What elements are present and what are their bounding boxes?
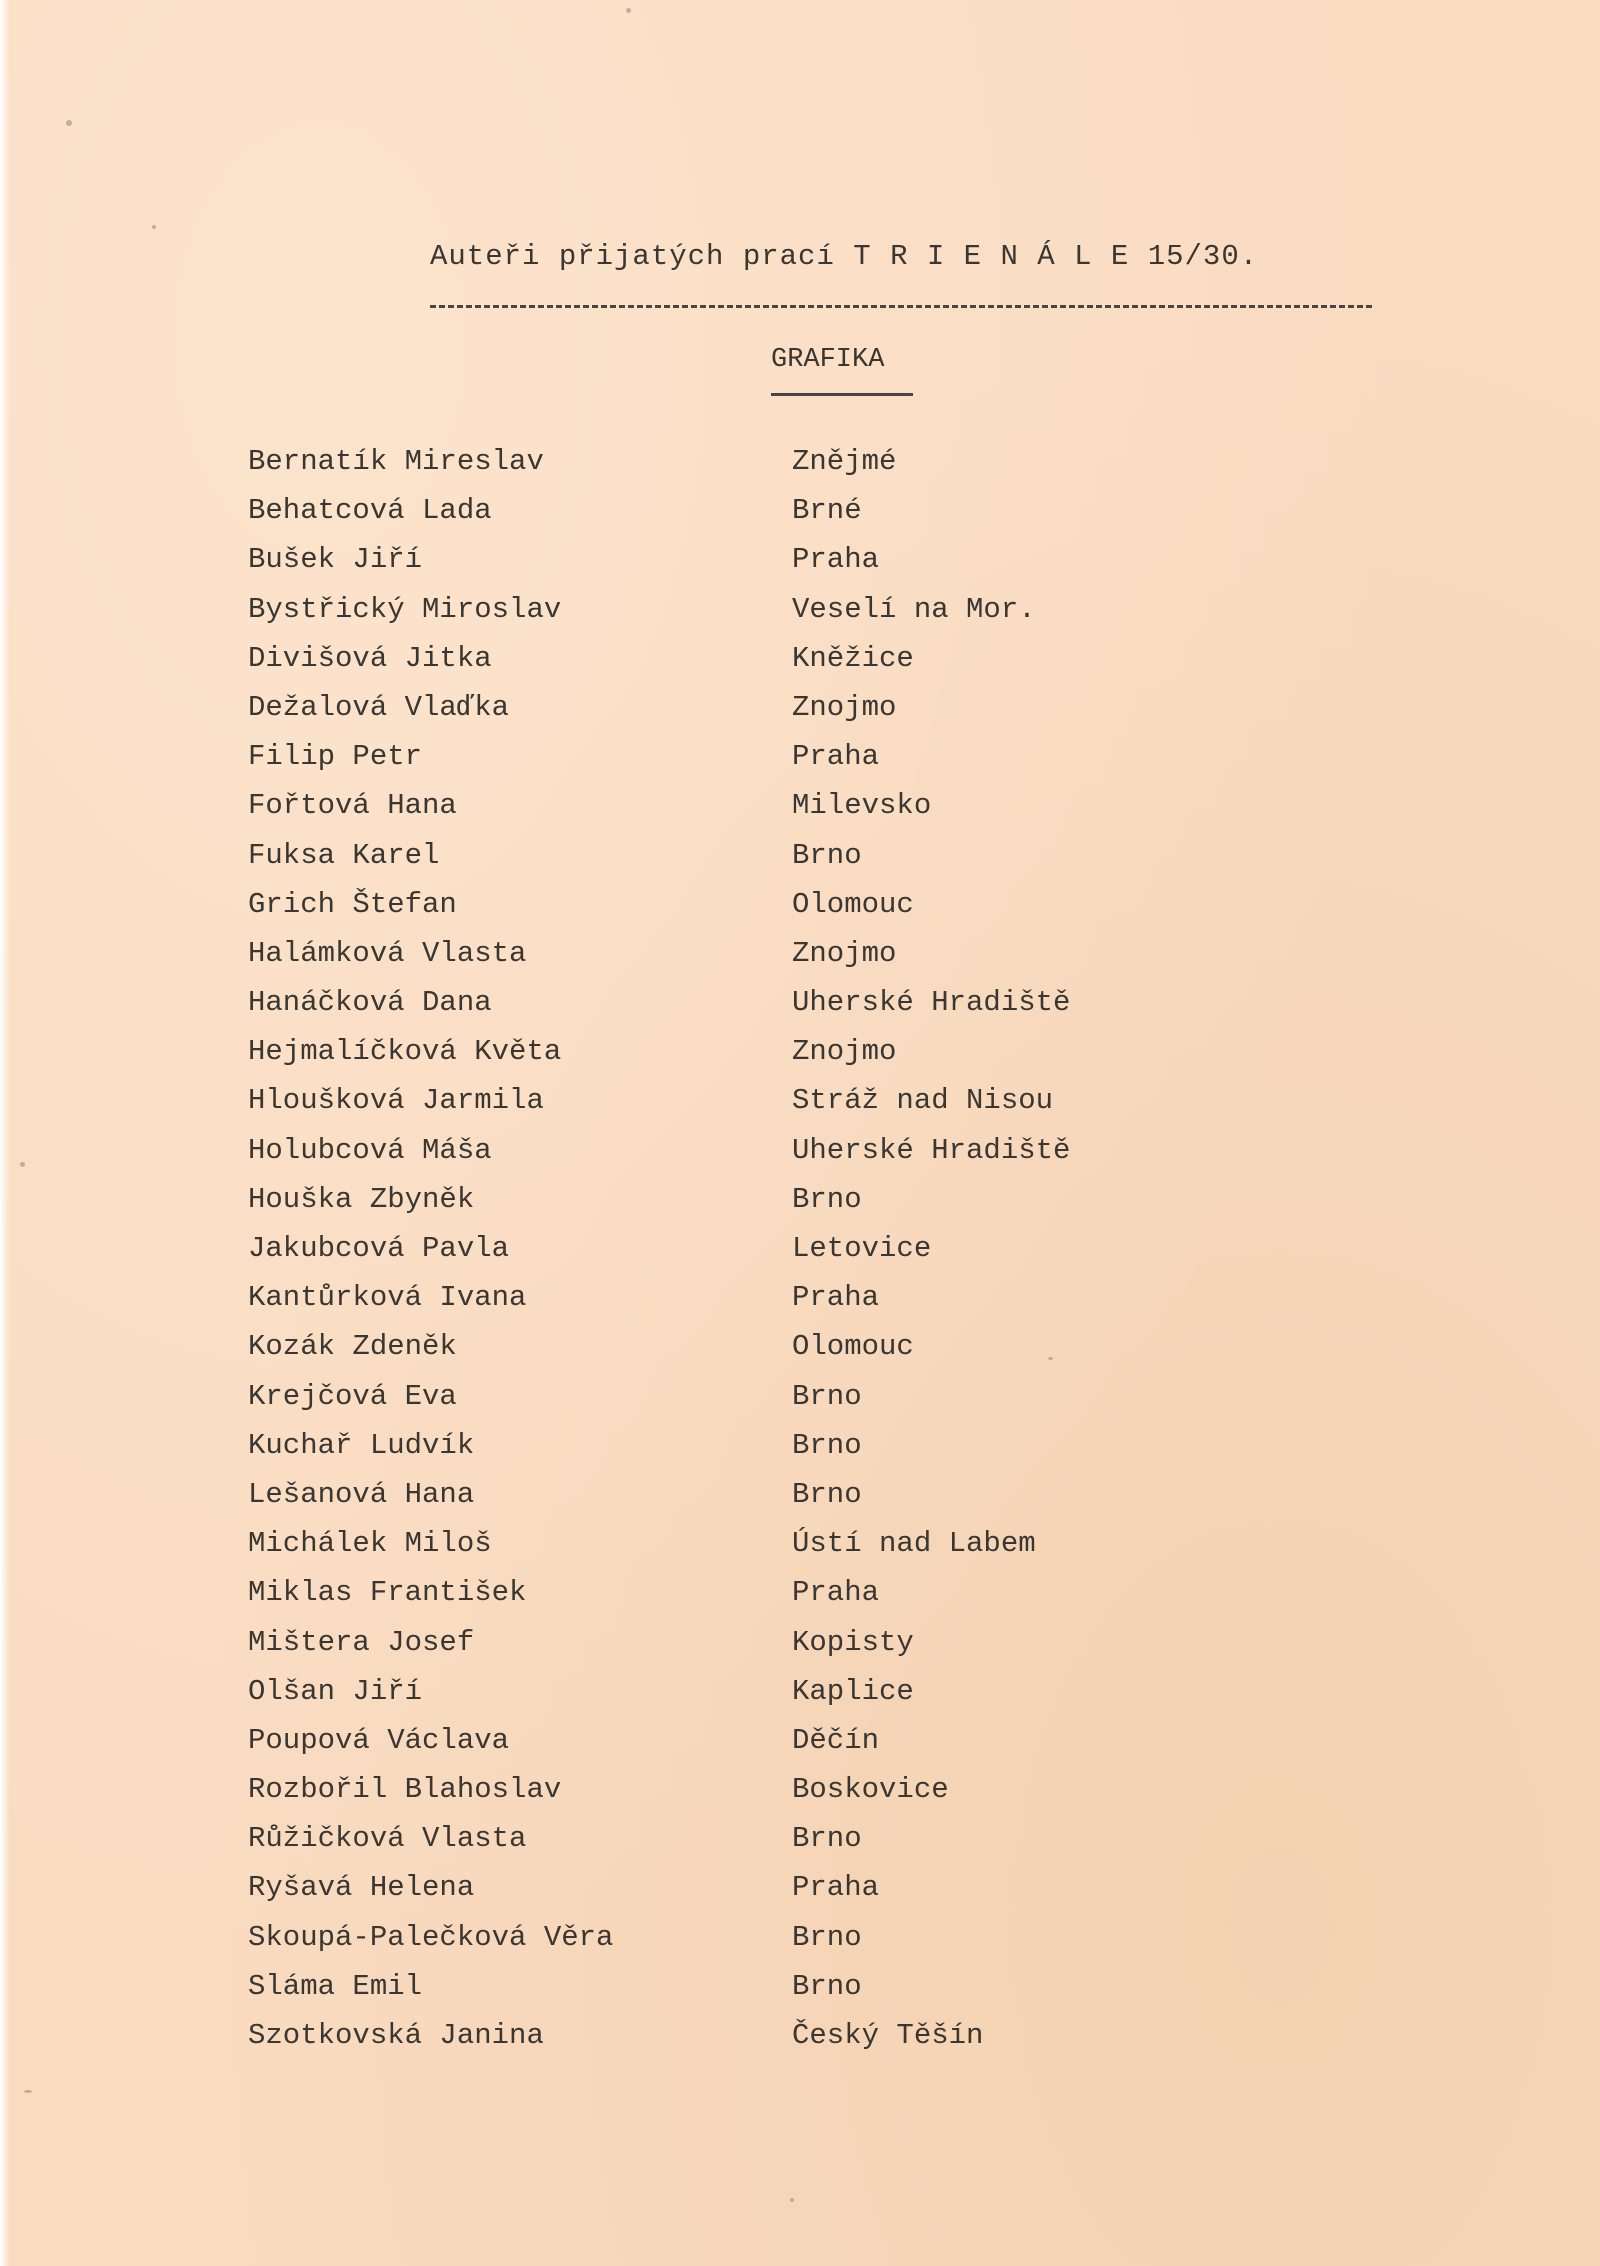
author-name: Jakubcová Pavla [248, 1232, 510, 1265]
author-name: Szotkovská Janina [248, 2019, 544, 2052]
author-name: Grich Štefan [248, 887, 457, 921]
author-place: Praha [792, 1871, 880, 1905]
author-name: Miklas František [248, 1576, 527, 1610]
author-place: Brno [792, 1920, 862, 1954]
list-item [0, 1134, 1600, 1183]
author-place: Český Těšín [792, 2019, 984, 2052]
list-item [0, 937, 1600, 986]
list-item [0, 593, 1600, 642]
author-name: Rozbořil Blahoslav [248, 1773, 562, 1807]
author-place: Uherské Hradiště [792, 1133, 1071, 1167]
author-name: Poupová Václava [248, 1723, 510, 1757]
author-name: Hanáčková Dana [248, 986, 492, 1020]
author-name: Behatcová Lada [248, 494, 492, 528]
paper-speck [24, 2090, 32, 2093]
list-item [0, 1330, 1600, 1379]
author-name: Sláma Emil [248, 1969, 423, 2003]
list-item [0, 1232, 1600, 1281]
author-name: Mištera Josef [248, 1625, 475, 1659]
author-name: Lešanová Hana [248, 1477, 475, 1511]
list-item [0, 1921, 1600, 1970]
list-item [0, 642, 1600, 691]
list-item [0, 445, 1600, 494]
author-place: Znojmo [792, 1035, 897, 1069]
author-place: Znojmo [792, 690, 897, 724]
author-place: Děčín [792, 1723, 880, 1757]
author-place: Znějmé [792, 445, 897, 478]
list-item [0, 740, 1600, 789]
author-place: Praha [792, 1281, 880, 1315]
author-place: Uherské Hradiště [792, 986, 1071, 1020]
author-place: Stráž nad Nisou [792, 1084, 1054, 1118]
author-place: Brné [792, 494, 862, 528]
list-item [0, 986, 1600, 1035]
author-place: Brno [792, 1822, 862, 1856]
section-underline [771, 393, 913, 396]
list-item [0, 1527, 1600, 1576]
author-place: Olomouc [792, 887, 914, 921]
author-place: Olomouc [792, 1330, 914, 1364]
author-place: Brno [792, 1428, 862, 1462]
list-item [0, 1675, 1600, 1724]
list-item [0, 1380, 1600, 1429]
author-name: Kantůrková Ivana [248, 1281, 527, 1315]
author-name: Olšan Jiří [248, 1674, 423, 1708]
author-name: Kuchař Ludvík [248, 1428, 475, 1462]
list-item [0, 494, 1600, 543]
author-place: Brno [792, 1379, 862, 1413]
list-item [0, 691, 1600, 740]
list-item [0, 1429, 1600, 1478]
author-name: Divišová Jitka [248, 641, 492, 675]
paper-speck [1048, 1357, 1053, 1360]
author-place: Ústí nad Labem [792, 1527, 1036, 1561]
list-item [0, 543, 1600, 592]
author-place: Praha [792, 1576, 880, 1610]
author-place: Praha [792, 543, 880, 577]
author-name: Bernatík Mireslav [248, 445, 544, 478]
author-place: Kaplice [792, 1674, 914, 1708]
author-name: Kozák Zdeněk [248, 1330, 457, 1364]
author-place: Brno [792, 838, 862, 872]
author-name: Bušek Jiří [248, 543, 423, 577]
author-name: Dežalová Vlaďka [248, 690, 510, 724]
list-item [0, 1281, 1600, 1330]
author-place: Letovice [792, 1232, 932, 1265]
list-item [0, 888, 1600, 937]
paper-speck [66, 120, 72, 126]
author-place: Brno [792, 1182, 862, 1216]
author-list [0, 445, 1600, 2068]
section-heading: GRAFIKA [771, 345, 885, 375]
list-item [0, 789, 1600, 838]
list-item [0, 1970, 1600, 2019]
author-name: Krejčová Eva [248, 1379, 457, 1413]
author-name: Halámková Vlasta [248, 936, 527, 970]
author-place: Brno [792, 1969, 862, 2003]
author-name: Hejmalíčková Květa [248, 1035, 562, 1069]
author-name: Holubcová Máša [248, 1133, 492, 1167]
list-item [0, 1626, 1600, 1675]
paper-speck [790, 2198, 794, 2202]
list-item [0, 1478, 1600, 1527]
list-item [0, 1084, 1600, 1133]
author-name: Filip Petr [248, 740, 423, 774]
paper-speck [20, 1162, 25, 1167]
author-place: Praha [792, 740, 880, 774]
paper-speck [626, 8, 631, 13]
list-item [0, 1822, 1600, 1871]
author-place: Milevsko [792, 789, 932, 823]
author-place: Brno [792, 1477, 862, 1511]
title-underline [430, 305, 1372, 308]
author-place: Boskovice [792, 1773, 949, 1807]
author-name: Ryšavá Helena [248, 1871, 475, 1905]
list-item [0, 1183, 1600, 1232]
author-place: Kněžice [792, 641, 914, 675]
author-name: Bystřický Miroslav [248, 592, 562, 626]
list-item [0, 1035, 1600, 1084]
author-name: Michálek Miloš [248, 1527, 492, 1561]
author-place: Veselí na Mor. [792, 592, 1036, 626]
author-name: Růžičková Vlasta [248, 1822, 527, 1856]
author-name: Fuksa Karel [248, 838, 440, 872]
document-title: Auteři přijatých prací T R I E N Á L E 15/30. [430, 240, 1259, 273]
paper-speck [152, 225, 156, 229]
list-item [0, 839, 1600, 888]
list-item [0, 1724, 1600, 1773]
author-name: Fořtová Hana [248, 789, 457, 823]
list-item [0, 1576, 1600, 1625]
author-name: Skoupá-Palečková Věra [248, 1920, 614, 1954]
author-name: Hloušková Jarmila [248, 1084, 544, 1118]
list-item [0, 1773, 1600, 1822]
author-place: Kopisty [792, 1625, 914, 1659]
author-place: Znojmo [792, 936, 897, 970]
list-item [0, 2019, 1600, 2068]
list-item [0, 1871, 1600, 1920]
author-name: Houška Zbyněk [248, 1182, 475, 1216]
